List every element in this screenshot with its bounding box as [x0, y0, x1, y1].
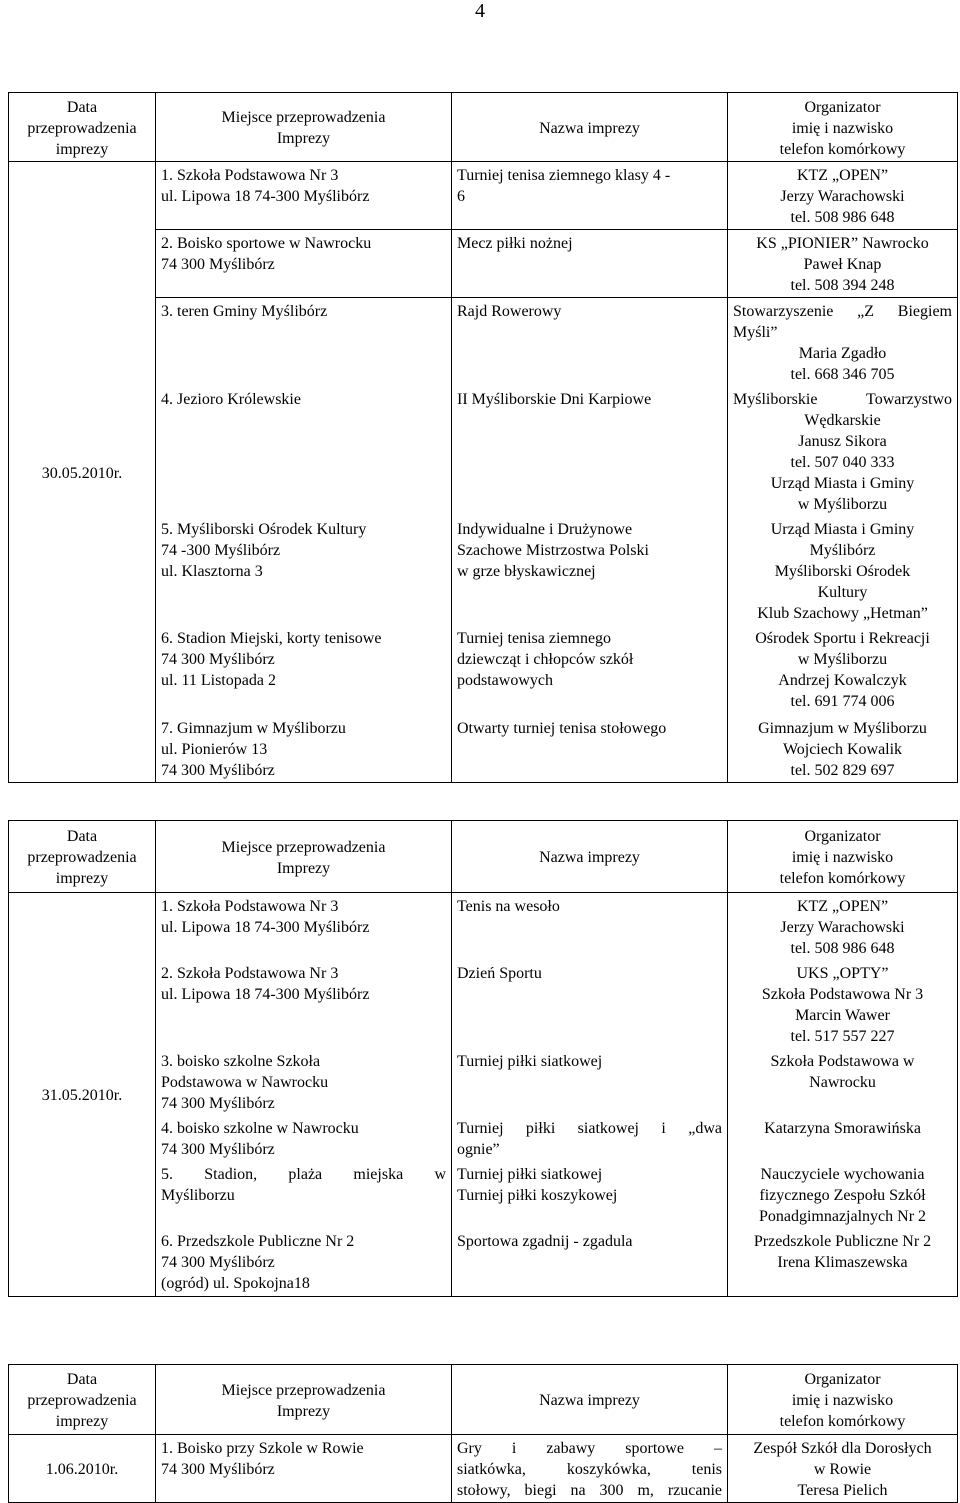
event-place: 5. Myśliborski Ośrodek Kultury 74 -300 Myślibórz ul. Klasztorna 3: [156, 516, 452, 625]
event-date: 31.05.2010r.: [9, 893, 156, 1297]
event-organizer: Stowarzyszenie „Z Biegiem Myśli” Maria Zgadło tel. 668 346 705: [728, 298, 958, 387]
event-place: 7. Gimnazjum w Myśliborzu ul. Pionierów 13 74 300 Myślibórz: [156, 715, 452, 783]
event-date: 1.06.2010r.: [9, 1435, 156, 1503]
event-name: Mecz piłki nożnej: [452, 230, 728, 298]
header-event: Nazwa imprezy: [452, 1365, 728, 1435]
event-place: 3. boisko szkolne Szkoła Podstawowa w Nawrocku 74 300 Myślibórz: [156, 1048, 452, 1115]
event-place: 6. Przedszkole Publiczne Nr 2 74 300 Myślibórz (ogród) ul. Spokojna18: [156, 1228, 452, 1296]
event-name: Rajd Rowerowy: [452, 298, 728, 387]
header-date: Data przeprowadzenia imprezy: [9, 93, 156, 162]
event-name: II Myśliborskie Dni Karpiowe: [452, 386, 728, 516]
header-date: Data przeprowadzenia imprezy: [9, 821, 156, 893]
event-place: 1. Boisko przy Szkole w Rowie 74 300 Myślibórz: [156, 1435, 452, 1503]
event-name: Sportowa zgadnij - zgadula: [452, 1228, 728, 1296]
header-place: Miejsce przeprowadzenia Imprezy: [156, 93, 452, 162]
schedule-table-01-06: [8, 1364, 958, 1503]
page-number: 4: [475, 0, 485, 22]
event-organizer: Przedszkole Publiczne Nr 2 Irena Klimaszewska: [728, 1228, 958, 1296]
event-organizer: Katarzyna Smorawińska: [728, 1115, 958, 1161]
event-place: 4. Jezioro Królewskie: [156, 386, 452, 516]
event-place: 3. teren Gminy Myślibórz: [156, 298, 452, 387]
event-organizer: Urząd Miasta i Gminy Myślibórz Myśliborski Ośrodek Kultury Klub Szachowy „Hetman”: [728, 516, 958, 625]
table-row: [9, 162, 958, 230]
event-place: 2. Szkoła Podstawowa Nr 3 ul. Lipowa 18 74-300 Myślibórz: [156, 960, 452, 1048]
schedule-table-31-05: [8, 820, 958, 1297]
event-name: Turniej tenisa ziemnego dziewcząt i chłopców szkół podstawowych: [452, 625, 728, 715]
event-name: Tenis na wesoło: [452, 893, 728, 961]
event-place: 2. Boisko sportowe w Nawrocku 74 300 Myślibórz: [156, 230, 452, 298]
event-place: 1. Szkoła Podstawowa Nr 3 ul. Lipowa 18 74-300 Myślibórz: [156, 162, 452, 230]
event-date: 30.05.2010r.: [9, 162, 156, 783]
event-name: Turniej piłki siatkowej: [452, 1048, 728, 1115]
event-organizer: Myśliborskie Towarzystwo Wędkarskie Janusz Sikora tel. 507 040 333 Urząd Miasta i Gminy w Myśliborzu: [728, 386, 958, 516]
header-event: Nazwa imprezy: [452, 821, 728, 893]
event-place: 5. Stadion, plaża miejska w Myśliborzu: [156, 1161, 452, 1228]
event-name: Turniej tenisa ziemnego klasy 4 - 6: [452, 162, 728, 230]
header-event: Nazwa imprezy: [452, 93, 728, 162]
event-organizer: UKS „OPTY” Szkoła Podstawowa Nr 3 Marcin Wawer tel. 517 557 227: [728, 960, 958, 1048]
event-organizer: KTZ „OPEN” Jerzy Warachowski tel. 508 986 648: [728, 162, 958, 230]
event-organizer: Gimnazjum w Myśliborzu Wojciech Kowalik tel. 502 829 697: [728, 715, 958, 783]
event-name: Gry i zabawy sportowe – siatkówka, koszykówka, tenis stołowy, biegi na 300 m, rzucanie: [452, 1435, 728, 1503]
header-place: Miejsce przeprowadzenia Imprezy: [156, 1365, 452, 1435]
schedule-table-30-05: [8, 92, 958, 783]
header-organizer: Organizator imię i nazwisko telefon komórkowy: [728, 821, 958, 893]
table-row: [9, 1435, 958, 1503]
event-organizer: Ośrodek Sportu i Rekreacji w Myśliborzu Andrzej Kowalczyk tel. 691 774 006: [728, 625, 958, 715]
event-organizer: KS „PIONIER” Nawrocko Paweł Knap tel. 508 394 248: [728, 230, 958, 298]
event-organizer: Zespół Szkół dla Dorosłych w Rowie Teresa Pielich: [728, 1435, 958, 1503]
header-place: Miejsce przeprowadzenia Imprezy: [156, 821, 452, 893]
header-organizer: Organizator imię i nazwisko telefon komórkowy: [728, 93, 958, 162]
event-name: Dzień Sportu: [452, 960, 728, 1048]
event-place: 6. Stadion Miejski, korty tenisowe 74 300 Myślibórz ul. 11 Listopada 2: [156, 625, 452, 715]
event-name: Otwarty turniej tenisa stołowego: [452, 715, 728, 783]
event-name: Turniej piłki siatkowej Turniej piłki koszykowej: [452, 1161, 728, 1228]
event-organizer: Szkoła Podstawowa w Nawrocku: [728, 1048, 958, 1115]
event-name: Indywidualne i Drużynowe Szachowe Mistrzostwa Polski w grze błyskawicznej: [452, 516, 728, 625]
event-name: Turniej piłki siatkowej i „dwa ognie”: [452, 1115, 728, 1161]
event-organizer: KTZ „OPEN” Jerzy Warachowski tel. 508 986 648: [728, 893, 958, 961]
table-row: [9, 893, 958, 961]
event-place: 4. boisko szkolne w Nawrocku 74 300 Myślibórz: [156, 1115, 452, 1161]
event-organizer: Nauczyciele wychowania fizycznego Zespołu Szkół Ponadgimnazjalnych Nr 2: [728, 1161, 958, 1228]
event-place: 1. Szkoła Podstawowa Nr 3 ul. Lipowa 18 74-300 Myślibórz: [156, 893, 452, 961]
header-date: Data przeprowadzenia imprezy: [9, 1365, 156, 1435]
header-organizer: Organizator imię i nazwisko telefon komórkowy: [728, 1365, 958, 1435]
